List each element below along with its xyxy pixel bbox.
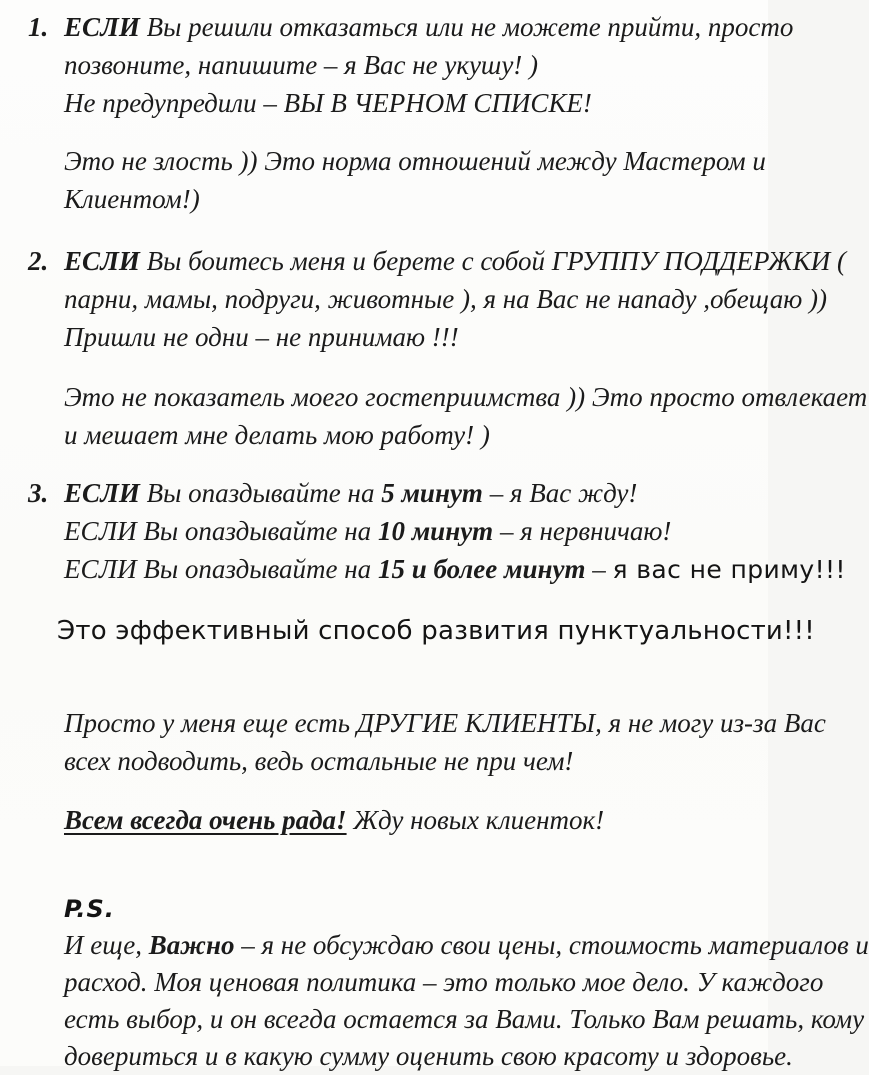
esli-emphasis: ЕСЛИ (64, 246, 140, 276)
text-line (64, 512, 768, 550)
rule-3-body (64, 474, 846, 589)
text-line (64, 550, 846, 589)
welcome-line (64, 801, 768, 839)
text-line (64, 242, 846, 280)
text-line: Пришли не одни – не принимаю !!! (64, 322, 459, 352)
text-line: Клиентом!) (64, 184, 200, 214)
text-line (64, 801, 768, 839)
text-segment: Вы опаздывайте на (139, 478, 382, 508)
text-line: есть выбор, и он всегда остается за Вами. Только Вам решать, кому (64, 1004, 865, 1034)
handwritten-refusal-text: я вас не приму!!! (612, 555, 846, 584)
rule-2-number: 2. (28, 246, 49, 276)
text-segment: Вы решили отказаться или не можете прийти, просто (139, 12, 794, 42)
important-emphasis: Важно (148, 930, 235, 960)
text-segment: – (585, 554, 613, 584)
text-line: расход. Моя ценовая политика – это только мое дело. У каждого (64, 967, 824, 997)
rule-2 (0, 242, 868, 454)
postscript-block (64, 891, 869, 1075)
text-line: позвоните, напишите – я Вас не укушу! ) (64, 50, 539, 80)
text-segment: – я нервничаю! (493, 516, 672, 546)
rule-3-number: 3. (28, 478, 49, 508)
other-clients-paragraph (64, 704, 826, 780)
text-segment: ЕСЛИ Вы опаздывайте на (64, 554, 378, 584)
text-line: Это не показатель моего гостеприимства )) Это просто отвлекает (64, 382, 868, 412)
text-line (64, 474, 768, 512)
text-segment: Жду новых клиенток! (346, 805, 605, 835)
rule-1-number: 1. (28, 12, 49, 42)
rule-1-body (64, 8, 794, 218)
rule-2-body (64, 242, 868, 454)
welcome-emphasis: Всем всегда очень рада! (64, 805, 347, 835)
text-line: Не предупредили – ВЫ В ЧЕРНОМ СПИСКЕ! (64, 88, 592, 118)
minutes-emphasis: 5 минут (381, 478, 483, 508)
text-line: довериться и в какую сумму оценить свою красоту и здоровье. (64, 1041, 793, 1071)
minutes-emphasis: 10 минут (377, 516, 494, 546)
text-line: всех подводить, ведь остальные не при чем! (64, 746, 574, 776)
text-line: Просто у меня еще есть ДРУГИЕ КЛИЕНТЫ, я не могу из-за Вас (64, 708, 826, 738)
minutes-emphasis: 15 и более минут (377, 554, 586, 584)
text-segment: Вы боитесь меня и берете с собой ГРУППУ ПОДДЕРЖКИ ( (139, 246, 846, 276)
text-line: и мешает мне делать мою работу! ) (64, 420, 490, 450)
text-segment: И еще, (64, 930, 149, 960)
rule-3 (0, 474, 846, 589)
rule-1 (0, 8, 794, 218)
esli-emphasis: ЕСЛИ (64, 12, 140, 42)
text-line: парни, мамы, подруги, животные ), я на Вас не нападу ,обещаю )) (64, 284, 828, 314)
text-line (64, 8, 794, 46)
text-segment: ЕСЛИ Вы опаздывайте на (64, 516, 378, 546)
text-line: Это не злость )) Это норма отношений между Мастером и (64, 146, 766, 176)
text-segment: – я Вас жду! (482, 478, 638, 508)
punctuality-slogan: Это эффективный способ развития пунктуальности!!! (57, 616, 815, 646)
esli-emphasis: ЕСЛИ (64, 478, 140, 508)
text-segment: – я не обсуждаю свои цены, стоимость материалов и (234, 930, 869, 960)
postscript-label: P.S. (64, 895, 115, 923)
text-line (64, 927, 869, 964)
